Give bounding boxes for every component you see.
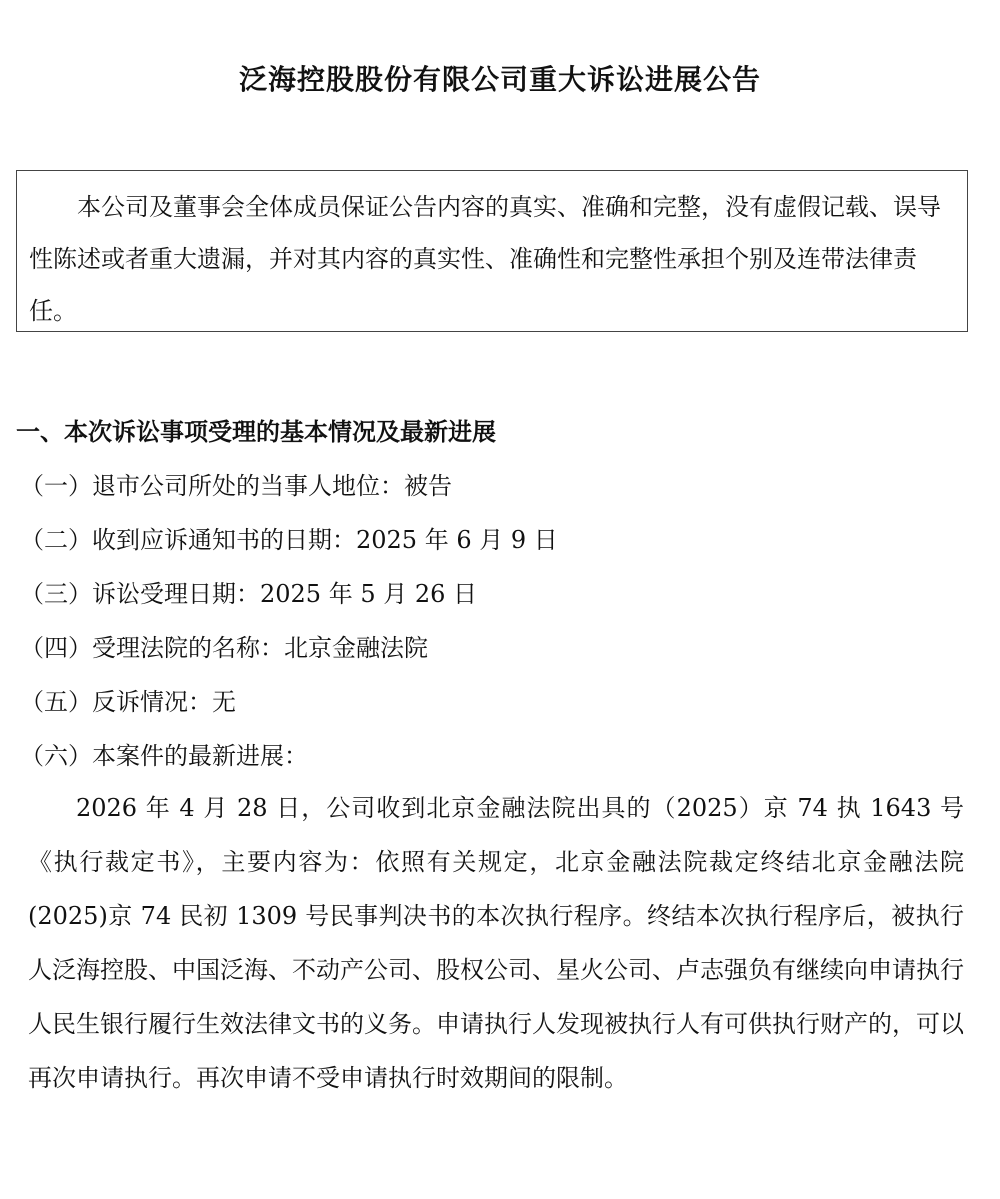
item-notice-date: （二）收到应诉通知书的日期：2025 年 6 月 9 日 (20, 526, 558, 554)
progress-paragraph-container (28, 781, 964, 1105)
item-counterclaim: （五）反诉情况：无 (20, 688, 236, 716)
progress-paragraph: 2026 年 4 月 28 日，公司收到北京金融法院出具的（2025）京 74 执 1643 号《执行裁定书》，主要内容为：依照有关规定，北京金融法院裁定终结北京金融法院(2025)京 74 民初 1309 号民事判决书的本次执行程序。终结本次执行程序后，被执行人泛海控股、中国泛海、不动产公司、股权公司、星火公司、卢志强负有继续向申请执行人民生银行履行生效法律文书的义务。申请执行人发现被执行人有可供执行财产的，可以再次申请执行。再次申请不受申请执行时效期间的限制。 (28, 794, 964, 1092)
disclaimer-text: 本公司及董事会全体成员保证公告内容的真实、准确和完整，没有虚假记载、误导性陈述或者重大遗漏，并对其内容的真实性、准确性和完整性承担个别及连带法律责任。 (29, 193, 941, 325)
item-filing-date: （三）诉讼受理日期：2025 年 5 月 26 日 (20, 580, 478, 608)
item-court-name: （四）受理法院的名称：北京金融法院 (20, 634, 428, 662)
disclaimer-box (16, 170, 968, 332)
item-party-status: （一）退市公司所处的当事人地位：被告 (20, 472, 452, 500)
case-info-list (16, 459, 976, 783)
section-heading: 一、本次诉讼事项受理的基本情况及最新进展 (16, 418, 496, 446)
document-title: 泛海控股股份有限公司重大诉讼进展公告 (238, 63, 761, 96)
item-latest-progress: （六）本案件的最新进展： (20, 742, 308, 770)
